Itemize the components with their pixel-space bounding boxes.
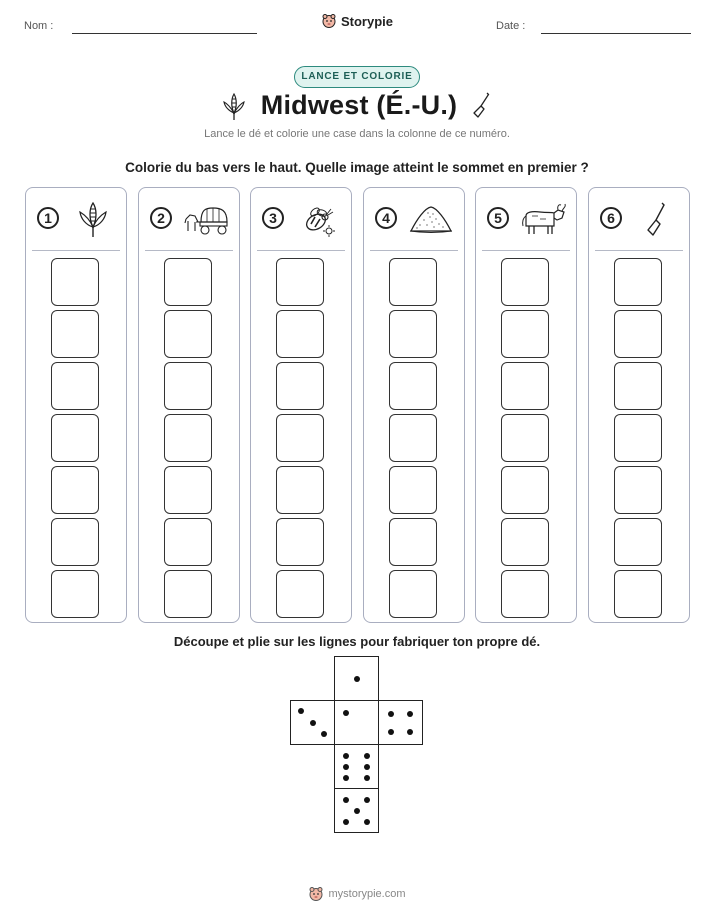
color-cell[interactable] — [501, 518, 549, 566]
sand-pile-icon — [408, 200, 454, 238]
color-cell[interactable] — [614, 310, 662, 358]
color-cell[interactable] — [164, 362, 212, 410]
column-number: 5 — [487, 207, 509, 229]
color-cell[interactable] — [164, 414, 212, 462]
bull-icon — [520, 200, 566, 238]
color-cell[interactable] — [276, 310, 324, 358]
shovel-icon — [471, 91, 493, 121]
column-2 — [138, 187, 240, 623]
color-cell[interactable] — [164, 518, 212, 566]
color-cell[interactable] — [501, 310, 549, 358]
column-number: 1 — [37, 207, 59, 229]
color-cell[interactable] — [389, 362, 437, 410]
color-cell[interactable] — [276, 570, 324, 618]
brand-name: Storypie — [340, 13, 393, 29]
column-number: 4 — [375, 207, 397, 229]
column-4 — [363, 187, 465, 623]
page-title: Midwest (É.-U.) — [260, 90, 458, 120]
subtitle: Lance le dé et colorie une case dans la colonne de ce numéro. — [204, 128, 510, 140]
color-cell[interactable] — [51, 362, 99, 410]
column-6 — [588, 187, 690, 623]
color-cell[interactable] — [51, 570, 99, 618]
color-cell[interactable] — [51, 310, 99, 358]
storypie-logo-icon — [321, 13, 337, 29]
color-cell[interactable] — [164, 570, 212, 618]
date-label: Date : — [496, 20, 526, 32]
color-cell[interactable] — [51, 518, 99, 566]
footer — [0, 886, 714, 907]
instruction: Colorie du bas vers le haut. Quelle image atteint le sommet en premier ? — [125, 160, 589, 175]
color-cell[interactable] — [614, 570, 662, 618]
color-cell[interactable] — [501, 570, 549, 618]
color-cell[interactable] — [501, 258, 549, 306]
color-cell[interactable] — [389, 466, 437, 514]
color-cell[interactable] — [164, 310, 212, 358]
color-cell[interactable] — [51, 258, 99, 306]
storypie-logo-icon — [308, 886, 324, 902]
color-cell[interactable] — [276, 414, 324, 462]
die-face-1-center — [334, 700, 379, 745]
shovel-icon — [633, 200, 679, 238]
brand — [0, 13, 714, 34]
color-cell[interactable] — [51, 414, 99, 462]
color-cell[interactable] — [614, 362, 662, 410]
color-cell[interactable] — [501, 414, 549, 462]
color-cell[interactable] — [389, 518, 437, 566]
color-cell[interactable] — [276, 258, 324, 306]
color-cell[interactable] — [164, 258, 212, 306]
color-cell[interactable] — [614, 518, 662, 566]
die-face-4 — [378, 700, 423, 745]
color-cell[interactable] — [276, 466, 324, 514]
color-cell[interactable] — [389, 570, 437, 618]
footer-url[interactable]: mystorypie.com — [328, 888, 406, 900]
column-1 — [25, 187, 127, 623]
color-cell[interactable] — [276, 362, 324, 410]
color-cell[interactable] — [501, 362, 549, 410]
title-row — [0, 90, 714, 126]
name-label: Nom : — [24, 20, 54, 32]
die-face-6 — [334, 744, 379, 789]
corn-icon — [70, 200, 116, 238]
activity-badge: LANCE ET COLORIE — [294, 66, 420, 88]
column-number: 6 — [600, 207, 622, 229]
color-cell[interactable] — [389, 414, 437, 462]
color-cell[interactable] — [614, 258, 662, 306]
color-cell[interactable] — [389, 310, 437, 358]
column-5 — [475, 187, 577, 623]
column-number: 2 — [150, 207, 172, 229]
covered-wagon-icon — [183, 200, 229, 238]
cut-instruction: Découpe et plie sur les lignes pour fabriquer ton propre dé. — [173, 634, 541, 649]
color-cell[interactable] — [389, 258, 437, 306]
column-3 — [250, 187, 352, 623]
color-cell[interactable] — [614, 466, 662, 514]
color-cell[interactable] — [164, 466, 212, 514]
color-cell[interactable] — [276, 518, 324, 566]
die-face-3 — [290, 700, 335, 745]
corn-icon — [221, 91, 247, 121]
die-face-5 — [334, 788, 379, 833]
color-cell[interactable] — [501, 466, 549, 514]
column-number: 3 — [262, 207, 284, 229]
bee-icon — [295, 200, 341, 238]
color-cell[interactable] — [614, 414, 662, 462]
die-face-1 — [334, 656, 379, 701]
color-cell[interactable] — [51, 466, 99, 514]
